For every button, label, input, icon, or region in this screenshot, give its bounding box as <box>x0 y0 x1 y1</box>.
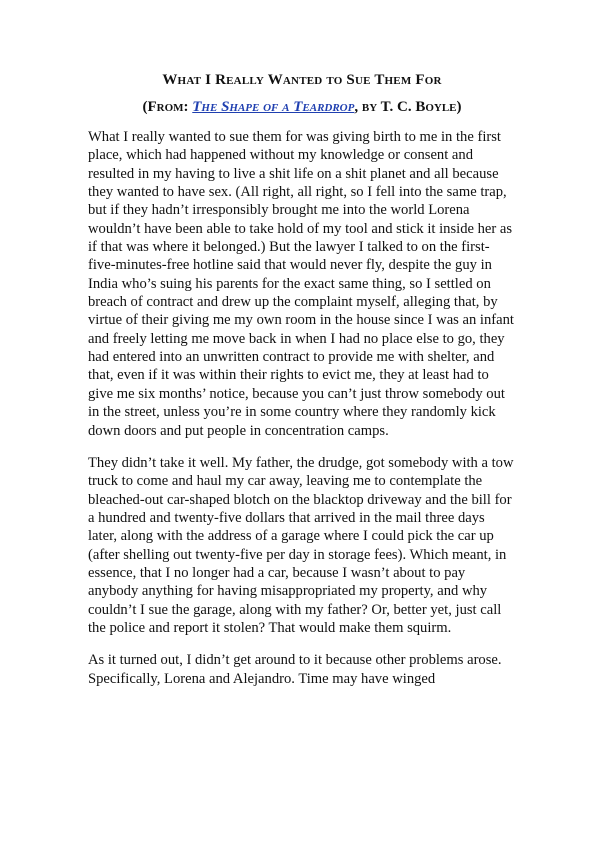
document-title: What I Really Wanted to Sue Them For <box>162 72 442 88</box>
document-subtitle <box>88 94 516 124</box>
paragraph: They didn’t take it well. My father, the drudge, got somebody with a tow truck to come and haul my car away, leaving me to contemplate the bleached-out car-shaped blotch on the blacktop driveway and the bill for a hundred and twenty-five dollars that arrived in the mail three days later, along with the address of a garage where I could pick the car up (after shelling out twenty-five per day in storage fees). Which meant, in essence, that I no longer had a car, because I wasn’t about to pay anybody anything for having misappropriated my property, and why couldn’t I sue the garage, along with my father? Or, better yet, just call the police and report it stolen? That would make them squirm. <box>88 454 514 636</box>
subtitle-prefix: (From: <box>142 99 193 115</box>
book-title-link[interactable]: The Shape of a Teardrop <box>192 99 355 115</box>
paragraph: What I really wanted to sue them for was giving birth to me in the first place, which had happened without my knowledge or consent and resulted in my having to live a shit life on a shit planet and all because they wanted to have sex. (All right, all right, so I fell into the same trap, but if they hadn’t irresponsibly brought me into the world Lorena wouldn’t have been able to take hold of my tool and stick it inside her as if that was where it belonged.) But the lawyer I talked to on the first-five-minutes-free hotline said that would never fly, despite the guy in India who’s suing his parents for the exact same thing, so I settled on breach of contract and drew up the complaint myself, alleging that, by virtue of their giving me my own room in the house since I was an infant and freely letting me move back in when I had no place else to go, they had entered into an unwritten contract to provide me with shelter, and that, even if it was within their rights to evict me, they at least had to give me six months’ notice, because you can’t just throw somebody out in the street, unless you’re in some country where they randomly kick down doors and put people in concentration camps. <box>88 129 514 439</box>
paragraph: As it turned out, I didn’t get around to it because other problems arose. Specifically, Lorena and Alejandro. Time may have winged <box>88 652 502 687</box>
document-page <box>88 66 516 702</box>
subtitle-suffix: , by T. C. Boyle) <box>354 99 462 115</box>
